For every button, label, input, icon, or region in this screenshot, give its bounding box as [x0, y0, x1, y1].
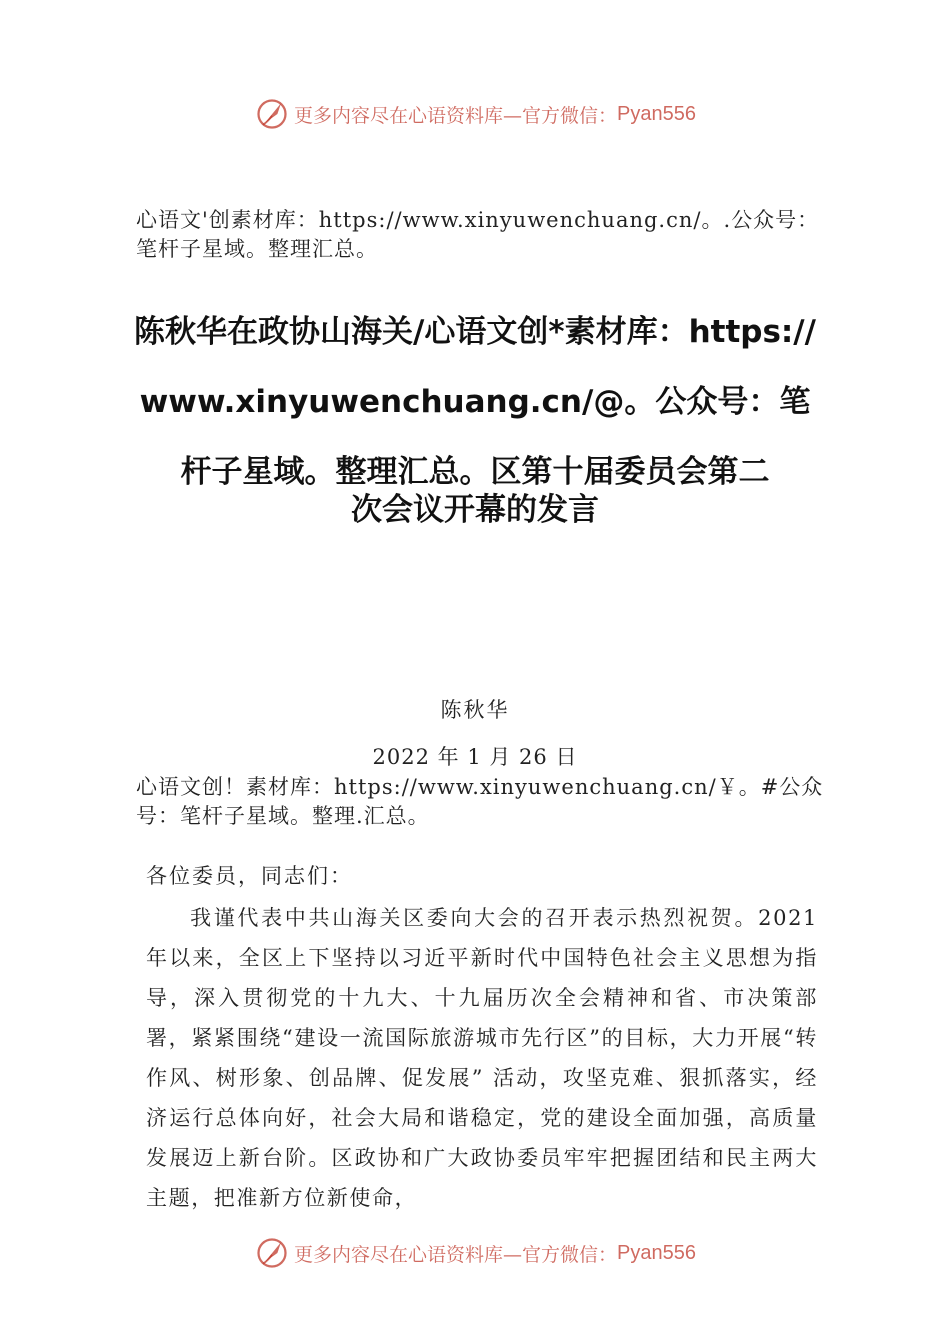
date: 2022 年 1 月 26 日 [372, 745, 578, 769]
source-note-second: 心语文创！素材库：https://www.xinyuwenchuang.cn/￥。#公众号：笔杆子星域。整理.汇总。 [136, 775, 824, 828]
quill-pen-logo-icon [254, 96, 290, 132]
header-watermark [0, 94, 950, 134]
salutation: 各位委员，同志们： [146, 864, 353, 888]
watermark-wechat-id: Pyan556 [617, 1241, 696, 1264]
author: 陈秋华 [440, 698, 510, 722]
watermark-text: 更多内容尽在心语资料库—官方微信： [294, 1243, 618, 1266]
watermark-text: 更多内容尽在心语资料库—官方微信： [294, 104, 618, 127]
body-paragraph: 我谨代表中共山海关区委向大会的召开表示热烈祝贺。2021 年以来，全区上下坚持以习近平新时代中国特色社会主义思想为指导，深入贯彻党的十九大、十九届历次全会精神和省、市决策部署，紧紧围绕“建设一流国际旅游城市先行区”的目标，大力开展“转作风、树形象、创品牌、促发展” 活动，攻坚克难、狠抓落实，经济运行总体向好，社会大局和谐稳定，党的建设全面加强，高质量发展迈上新台阶。区政协和广大政协委员牢牢把握团结和民主两大主题，把准新方位新使命， [146, 906, 818, 1210]
footer-watermark [0, 1233, 950, 1273]
quill-pen-logo-icon [254, 1235, 290, 1271]
source-note-first: 心语文'创素材库：https://www.xinyuwenchuang.cn/。.公众号：笔杆子星域。整理汇总。 [136, 208, 820, 261]
watermark-wechat-id: Pyan556 [617, 102, 696, 125]
document-title [130, 297, 820, 535]
title-tail: 次会议开幕的发言 [351, 492, 599, 528]
title-main: 陈秋华在政协山海关/心语文创*素材库：https://www.xinyuwenchuang.cn/@。公众号：笔杆子星域。整理汇总。区第十届委员会第二 [134, 314, 816, 490]
